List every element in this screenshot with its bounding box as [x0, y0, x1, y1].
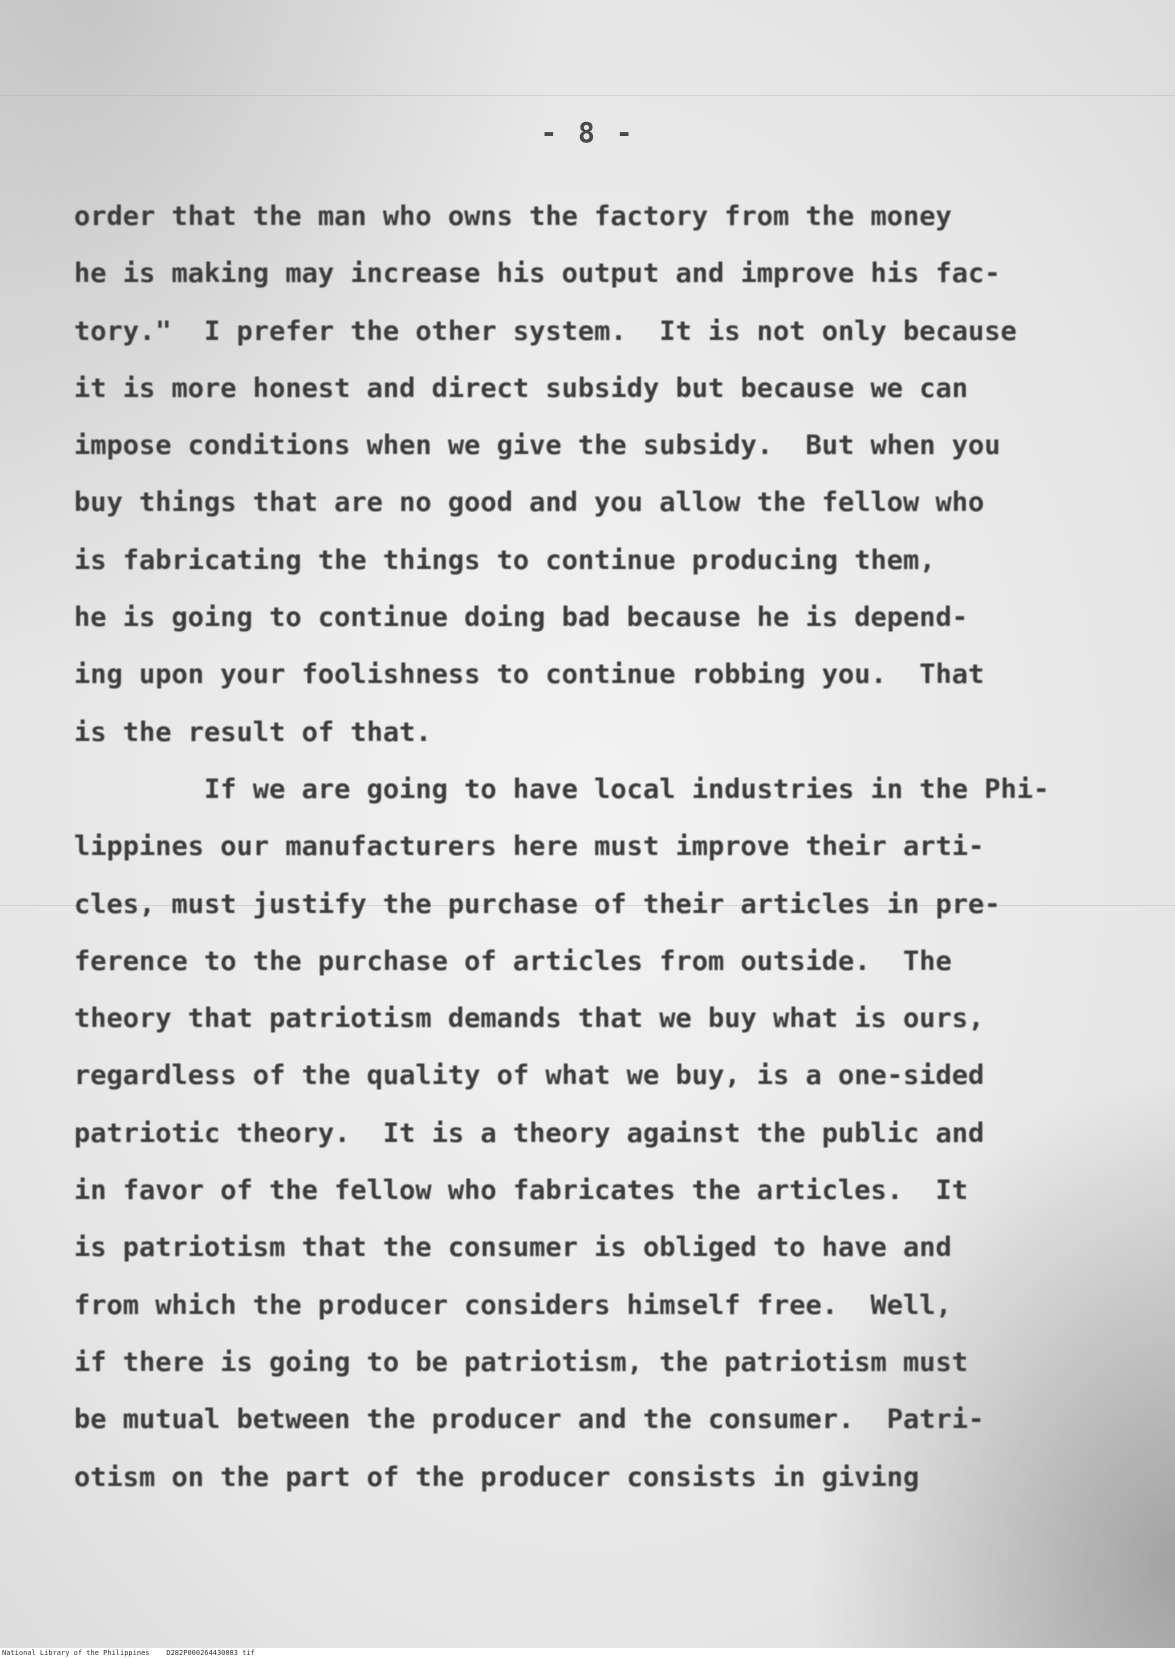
text-line: if there is going to be patriotism, the patriotism must	[74, 1346, 969, 1378]
text-line: is fabricating the things to continue producing them,	[74, 544, 936, 576]
text-line: be mutual between the producer and the consumer. Patri-	[74, 1404, 985, 1436]
text-line: buy things that are no good and you allow the fellow who	[74, 487, 985, 519]
text-line: regardless of the quality of what we buy, is a one-sided	[74, 1060, 985, 1092]
text-line: order that the man who owns the factory from the money	[74, 201, 952, 232]
footer-institution: National Library of the Philippines	[2, 1649, 150, 1657]
text-line: ference to the purchase of articles from outside. The	[74, 945, 952, 977]
page-fold-line	[0, 95, 1175, 96]
text-line: impose conditions when we give the subsidy. But when you	[74, 430, 1001, 462]
text-line: it is more honest and direct subsidy but because we can	[74, 372, 969, 404]
text-line: theory that patriotism demands that we buy what is ours,	[74, 1003, 985, 1035]
text-line: is the result of that.	[74, 716, 432, 748]
text-line: he is making may increase his output and improve his fac-	[74, 258, 1001, 290]
text-line: ing upon your foolishness to continue robbing you. That	[74, 659, 985, 691]
page-number: - 8 -	[540, 116, 635, 149]
text-line: patriotic theory. It is a theory against the public and	[74, 1117, 985, 1149]
text-line: otism on the part of the producer consists in giving	[74, 1461, 920, 1493]
text-line: tory." I prefer the other system. It is not only because	[74, 315, 1017, 347]
text-line: he is going to continue doing bad because he is depend-	[74, 602, 969, 634]
text-line: in favor of the fellow who fabricates the articles. It	[74, 1175, 969, 1207]
scan-footer	[0, 1648, 1175, 1658]
typewritten-body	[74, 188, 1124, 1506]
text-line: cles, must justify the purchase of their articles in pre-	[74, 888, 1001, 920]
footer-file-id: D282P000264430083 tif	[166, 1649, 255, 1657]
text-line: lippines our manufacturers here must improve their arti-	[74, 831, 985, 863]
text-line: is patriotism that the consumer is obliged to have and	[74, 1232, 952, 1264]
text-line: from which the producer considers himself free. Well,	[74, 1289, 952, 1321]
text-line: If we are going to have local industries in the Phi-	[74, 773, 1050, 805]
